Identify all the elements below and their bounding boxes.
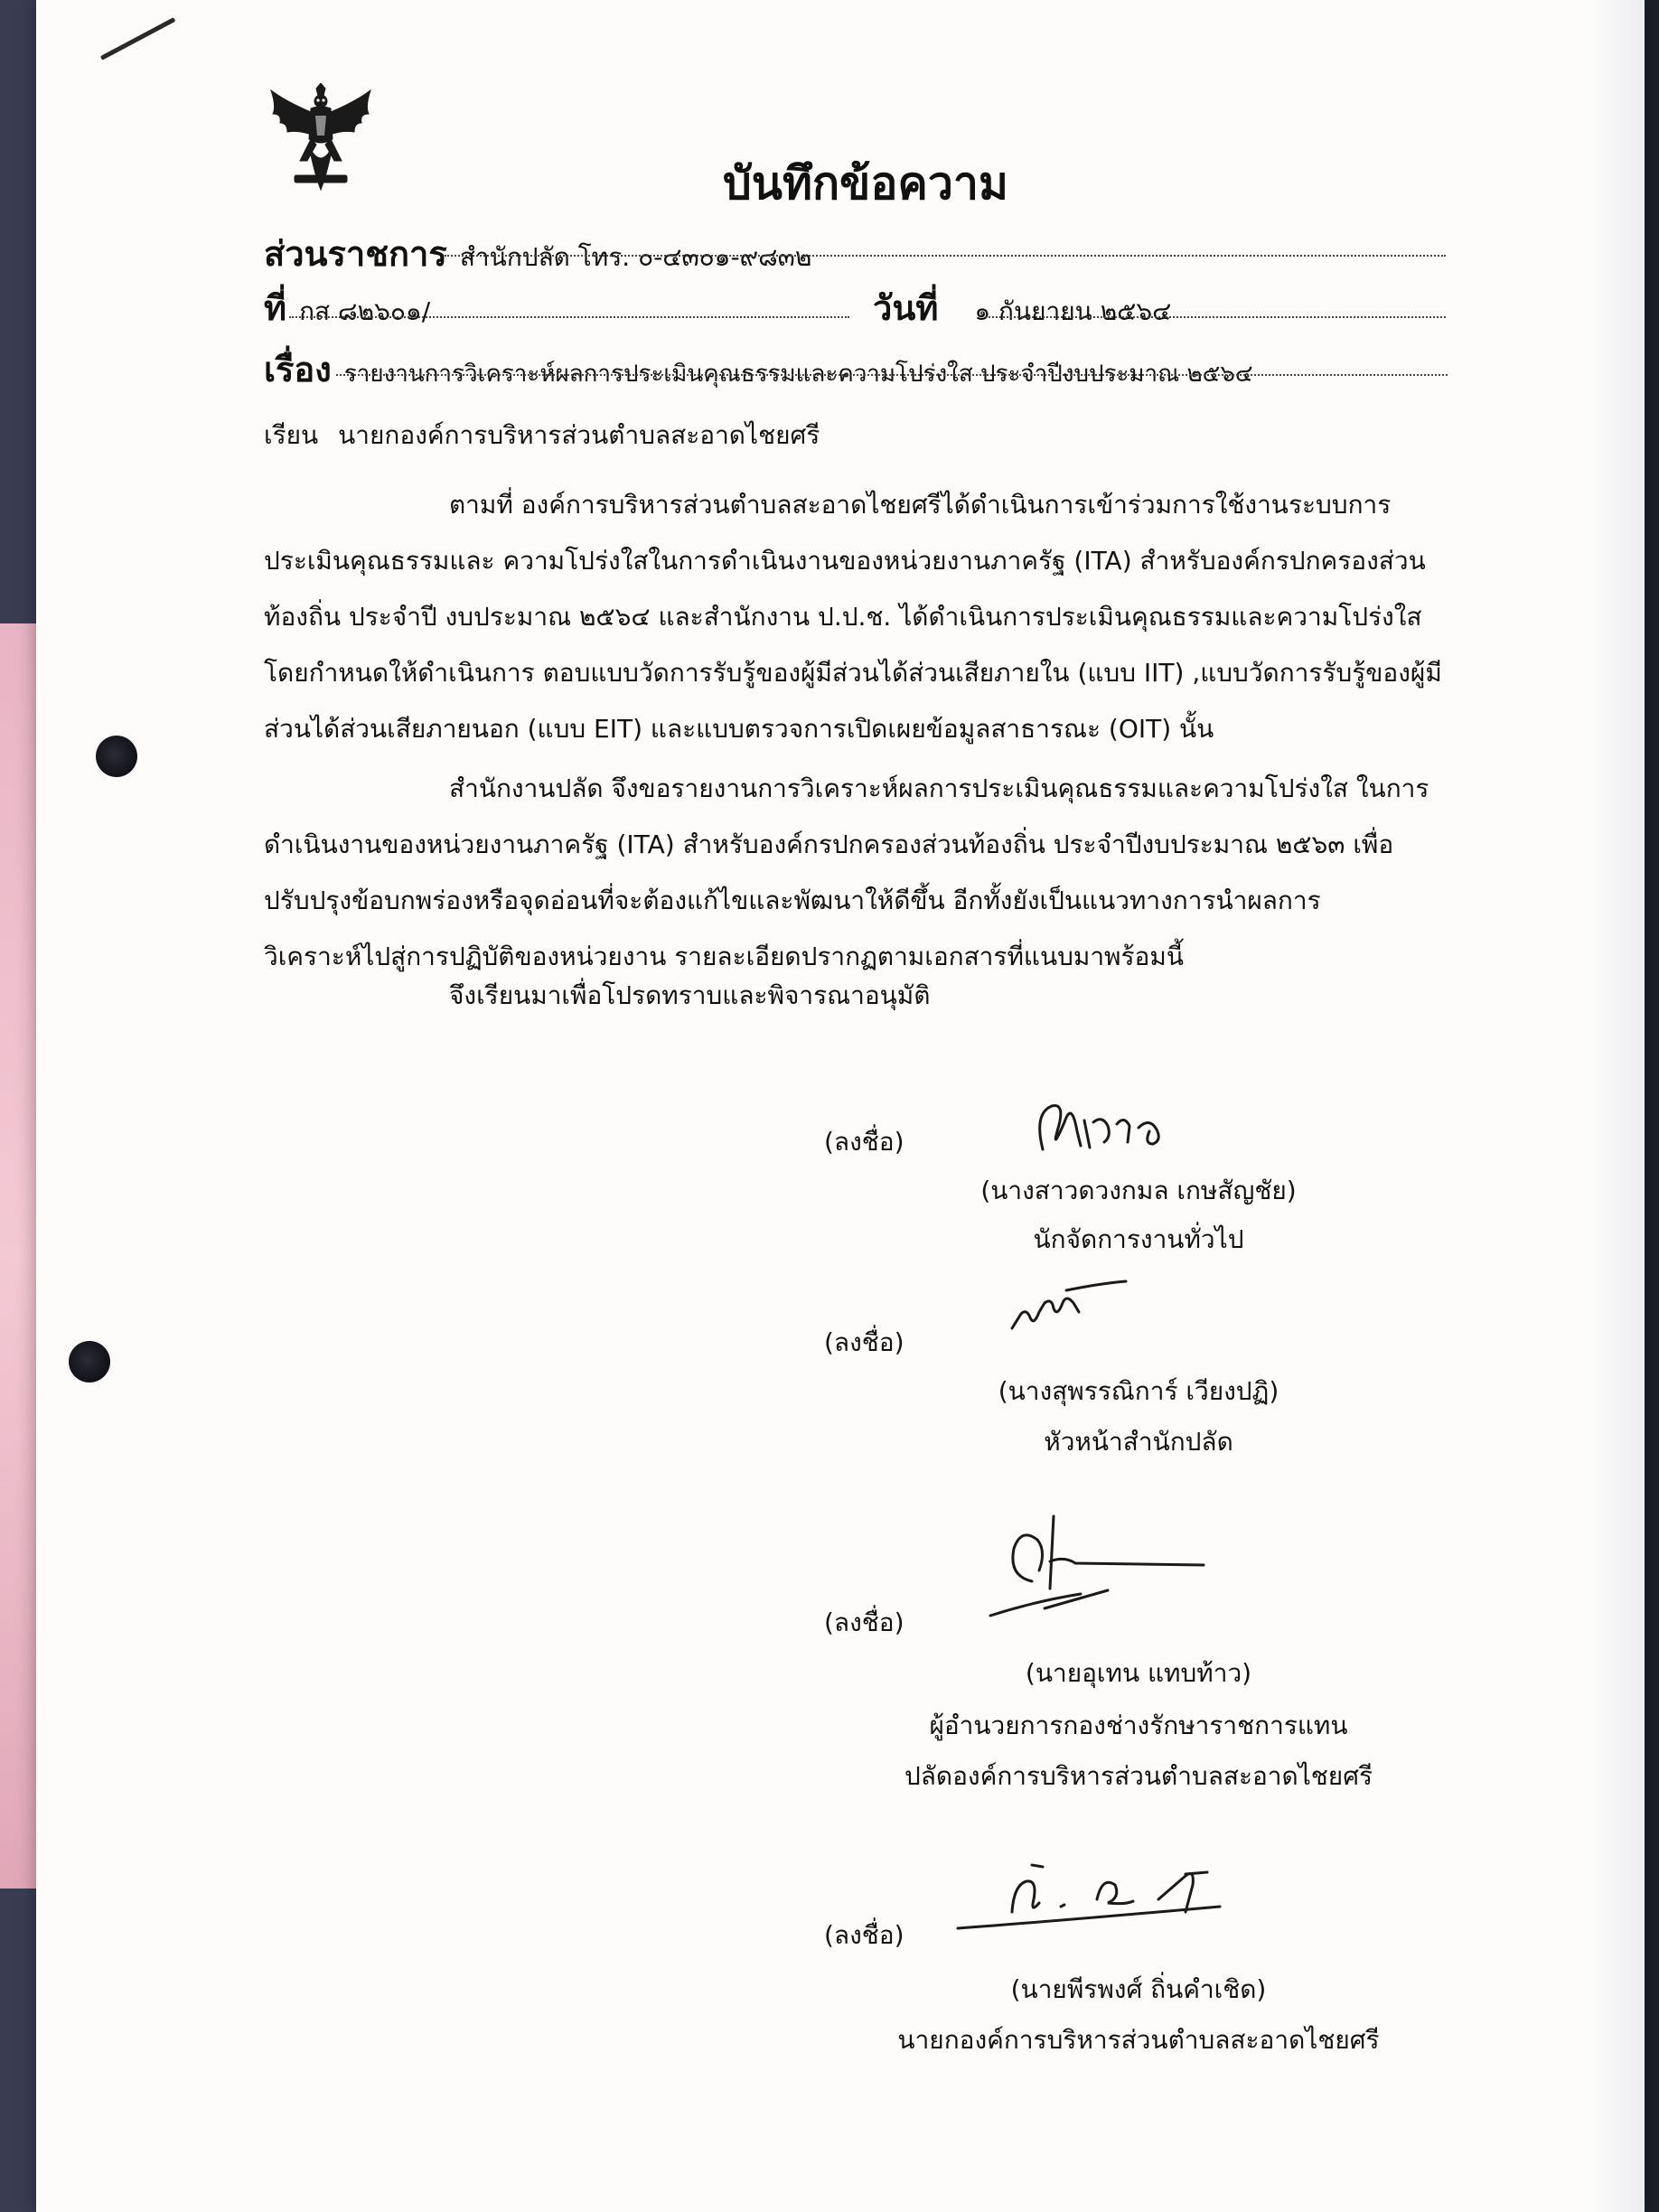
- reference-label: ที่: [264, 288, 287, 328]
- signer-name: (นายพีรพงศ์ ถิ่นคำเชิด): [1010, 1974, 1267, 2004]
- reference-dotted-line: [289, 316, 849, 318]
- agency-value: สำนักปลัด โทร. ๐-๔๓๐๑-๙๘๓๒: [459, 242, 812, 272]
- signer-position: ผู้อำนวยการกองช่างรักษาราชการแทน: [929, 1711, 1348, 1740]
- agency-dotted-line: [445, 255, 1446, 257]
- signature-4: [949, 1849, 1229, 1939]
- paragraph-line: ตามที่ องค์การบริหารส่วนตำบลสะอาดไชยศรีได้ดำเนินการเข้าร่วมการใช้งานระบบการ: [449, 490, 1392, 520]
- date-dotted-line: [985, 316, 1446, 318]
- body-paragraph-2: [264, 761, 1457, 985]
- to-label: เรียน: [264, 420, 319, 450]
- signer-name: (นายอุเทน แทบท้าว): [1025, 1658, 1252, 1688]
- paragraph-line: ดำเนินงานของหน่วยงานภาครัฐ (ITA) สำหรับองค์กรปกครองส่วนท้องถิ่น ประจำปีงบประมาณ ๒๕๖๓ เพื่อ: [264, 830, 1394, 859]
- closing-line: จึงเรียนมาเพื่อโปรดทราบและพิจารณาอนุมัติ: [449, 980, 931, 1010]
- subject-value: รายงานการวิเคราะห์ผลการประเมินคุณธรรมและความโปร่งใส ประจำปีงบประมาณ ๒๕๖๔: [343, 361, 1253, 388]
- subject-label: เรื่อง: [264, 350, 332, 389]
- signer-position: นักจัดการงานทั่วไป: [1033, 1224, 1244, 1254]
- sign-label: (ลงชื่อ): [824, 1920, 904, 1950]
- date-value: ๑ กันยายน ๒๕๖๔: [974, 296, 1172, 326]
- salutation: [264, 416, 820, 455]
- subject-dotted-line: [336, 374, 1448, 376]
- paragraph-line: ปรับปรุงข้อบกพร่องหรือจุดอ่อนที่จะต้องแก้ไขและพัฒนาให้ดีขึ้น อีกทั้งยังเป็นแนวทางการนำผลการ: [264, 886, 1321, 915]
- signer-name: (นางสาวดวงกมล เกษสัญชัย): [980, 1176, 1297, 1205]
- signer-position: หัวหน้าสำนักปลัด: [1044, 1427, 1233, 1457]
- punch-hole-bottom: [69, 1341, 110, 1382]
- signature-1: [1030, 1095, 1193, 1167]
- punch-hole-top: [96, 736, 137, 777]
- paragraph-line: สำนักงานปลัด จึงขอรายงานการวิเคราะห์ผลการประเมินคุณธรรมและความโปร่งใส ในการ: [449, 773, 1429, 803]
- subject-row: [264, 342, 1253, 397]
- memo-title: บันทึกข้อความ: [723, 157, 1008, 210]
- signer-position: ปลัดองค์การบริหารส่วนตำบลสะอาดไชยศรี: [904, 1761, 1373, 1791]
- body-paragraph-1: [264, 477, 1457, 757]
- date-label: วันที่: [873, 288, 939, 328]
- sign-label: (ลงชื่อ): [824, 1327, 904, 1357]
- agency-label: ส่วนราชการ: [264, 234, 447, 274]
- paragraph-line: โดยกำหนดให้ดำเนินการ ตอบแบบวัดการรับรู้ของผู้มีส่วนได้ส่วนเสียภายใน (แบบ IIT) ,แบบวัดการรับรู้ของผู้มี: [264, 658, 1442, 688]
- date-row: [873, 280, 1171, 335]
- page-shadow: [1590, 0, 1645, 2212]
- agency-row: [264, 226, 811, 281]
- to-value: นายกองค์การบริหารส่วนตำบลสะอาดไชยศรี: [338, 420, 820, 450]
- signer-name: (นางสุพรรณิการ์ เวียงปฏิ): [998, 1376, 1279, 1406]
- sign-label: (ลงชื่อ): [824, 1127, 904, 1157]
- sign-label: (ลงชื่อ): [824, 1607, 904, 1637]
- paragraph-line: ท้องถิ่น ประจำปี งบประมาณ ๒๕๖๔ และสำนักงาน ป.ป.ช. ได้ดำเนินการประเมินคุณธรรมและความโปร่งใส: [264, 602, 1422, 632]
- paragraph-line: วิเคราะห์ไปสู่การปฏิบัติของหน่วยงาน รายละเอียดปรากฏตามเอกสารที่แนบมาพร้อมนี้: [264, 942, 1184, 971]
- signature-3: [981, 1507, 1207, 1625]
- paragraph-line: ส่วนได้ส่วนเสียภายนอก (แบบ EIT) และแบบตรวจการเปิดเผยข้อมูลสาธารณะ (OIT) นั้น: [264, 714, 1214, 744]
- signature-2: [1003, 1276, 1139, 1339]
- reference-value: กส ๘๒๖๐๑/: [299, 296, 431, 326]
- paragraph-line: ประเมินคุณธรรมและ ความโปร่งใสในการดำเนินงานของหน่วยงานภาครัฐ (ITA) สำหรับองค์กรปกครองส่วน: [264, 546, 1426, 576]
- reference-row: [264, 280, 430, 335]
- signer-position: นายกองค์การบริหารส่วนตำบลสะอาดไชยศรี: [897, 2025, 1380, 2055]
